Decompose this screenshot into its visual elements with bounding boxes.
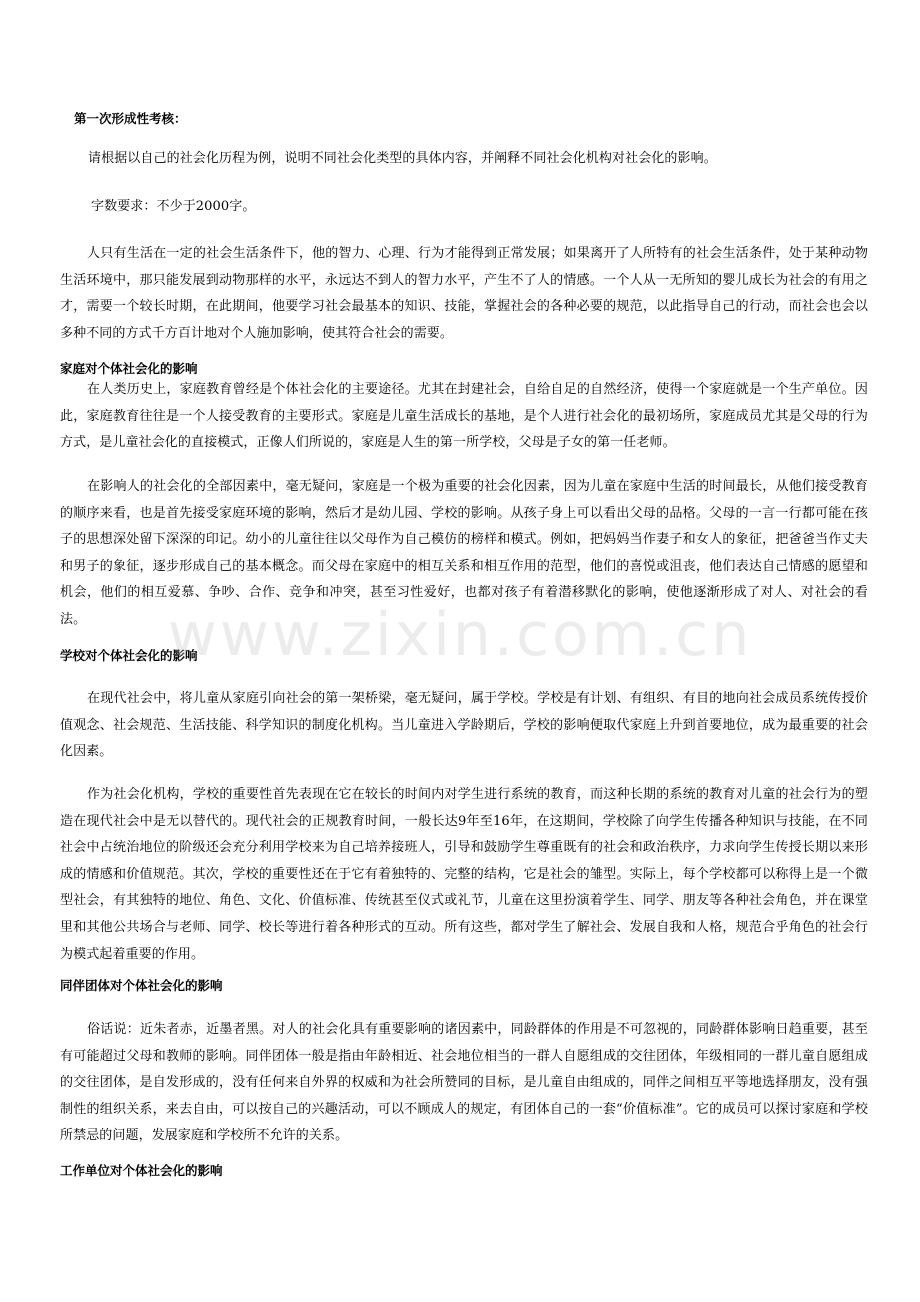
section-heading-family: 家庭对个体社会化的影响	[60, 361, 198, 376]
peer-group-paragraph-1: 俗话说：近朱者赤，近墨者黑。对人的社会化具有重要影响的诸因素中，同龄群体的作用是不可忽视的，同龄群体影响日趋重要，甚至有可能超过父母和教师的影响。同伴团体一般是指由年龄相近、社会地位相当的一群人自愿组成的交往团体，年级相同的一群儿童自愿组成的交往团体，是自发形成的，没有任何来自外界的权威和为社会所赞同的目标，是儿童自由组成的，同伴之间相互平等地选择朋友，没有强制性的组织关系，来去自由，可以按自己的兴趣活动，可以不顾成人的规定，有团体自己的一套“价值标准”。它的成员可以探讨家庭和学校所禁忌的问题，发展家庭和学校所不允许的关系。	[60, 1022, 868, 1144]
section-heading-peer-group: 同伴团体对个体社会化的影响	[60, 978, 223, 993]
watermark: www.zixin.com.cn	[167, 600, 753, 670]
school-paragraph-2: 作为社会化机构，学校的重要性首先表现在它在较长的时间内对学生进行系统的教育，而这种长期的系统的教育对儿童的社会行为的塑造在现代社会中是无以替代的。现代社会的正规教育时间，一般长达9年至16年，在这期间，学校除了向学生传播各种知识与技能，在不同社会中占统治地位的阶级还会充分利用学校来为自己培养接班人，引导和鼓励学生尊重既有的社会和政治秩序，力求向学生传授长期以来形成的情感和价值规范。其次，学校的重要性还在于它有着独特的、完整的结构，它是社会的雏型。实际上，每个学校都可以称得上是一个微型社会，有其独特的地位、角色、文化、价值标准、传统甚至仪式或礼节，儿童在这里扮演着学生、同学、朋友等各种社会角色，并在课堂里和其他公共场合与老师、同学、校长等进行着各种形式的互动。所有这些，都对学生了解社会、发展自我和人格，规范合乎角色的社会行为模式起着重要的作用。	[60, 787, 868, 962]
family-paragraph-2: 在影响人的社会化的全部因素中，毫无疑问，家庭是一个极为重要的社会化因素，因为儿童在家庭中生活的时间最长，从他们接受教育的顺序来看，也是首先接受家庭环境的影响，然后才是幼儿园、学校的影响。从孩子身上可以看出父母的品格。父母的一言一行都可能在孩子的思想深处留下深深的印记。幼小的儿童往往以父母作为自己模仿的榜样和模式。例如，把妈妈当作妻子和女人的象征，把爸爸当作丈夫和男子的象征，逐步形成自己的基本概念。而父母在家庭中的相互关系和相互作用的范型，他们的喜悦或沮丧，他们表达自己情感的愿望和机会，他们的相互爱慕、争吵、合作、竞争和冲突，甚至习性爱好，也都对孩子有着潜移默化的影响，使他逐渐形成了对人、对社会的看法。	[60, 479, 868, 627]
intro-paragraph: 人只有生活在一定的社会生活条件下，他的智力、心理、行为才能得到正常发展；如果离开了人所特有的社会生活条件，处于某种动物生活环境中，那只能发展到动物那样的水平，永远达不到人的智力水平，产生不了人的情感。一个人从一无所知的婴儿成长为社会的有用之才，需要一个较长时期，在此期间，他要学习社会最基本的知识、技能，掌握社会的各种必要的规范，以此指导自己的行动，而社会也会以多种不同的方式千方百计地对个人施加影响，使其符合社会的需要。	[60, 246, 868, 341]
school-paragraph-1: 在现代社会中，将儿童从家庭引向社会的第一架桥梁，毫无疑问，属于学校。学校是有计划、有组织、有目的地向社会成员系统传授价值观念、社会规范、生活技能、科学知识的制度化机构。当儿童进入学龄期后，学校的影响便取代家庭上升到首要地位，成为最重要的社会化因素。	[60, 691, 868, 760]
assignment-prompt: 请根据以自己的社会化历程为例，说明不同社会化类型的具体内容，并阐释不同社会化机构对社会化的影响。	[88, 151, 717, 166]
section-heading-workplace: 工作单位对个体社会化的影响	[60, 1163, 223, 1178]
document-title: 第一次形成性考核：	[74, 111, 187, 126]
section-heading-school: 学校对个体社会化的影响	[60, 648, 198, 663]
word-requirement: 字数要求：不少于2000字。	[91, 199, 256, 214]
family-paragraph-1: 在人类历史上，家庭教育曾经是个体社会化的主要途径。尤其在封建社会，自给自足的自然经济，使得一个家庭就是一个生产单位。因此，家庭教育往往是一个人接受教育的主要形式。家庭是儿童生活成长的基地，是个人进行社会化的最初场所，家庭成员尤其是父母的行为方式，是儿童社会化的直接模式，正像人们所说的，家庭是人生的第一所学校，父母是子女的第一任老师。	[60, 382, 868, 451]
